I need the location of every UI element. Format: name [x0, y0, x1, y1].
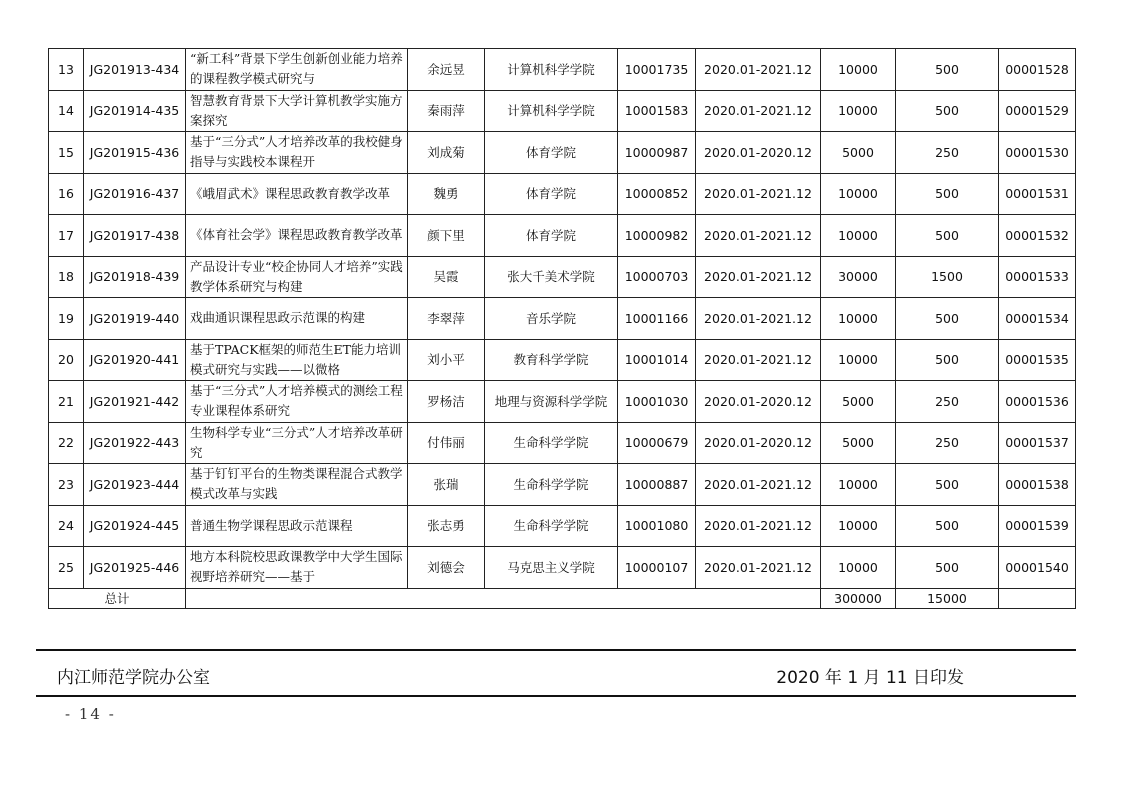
funding-amount: 5000 [821, 381, 896, 423]
project-title [186, 339, 408, 381]
table-row [49, 422, 1076, 464]
project-title-text: 生物科学专业“三分式”人才培养改革研究 [190, 424, 403, 460]
project-title [186, 547, 408, 589]
project-code: JG201917-438 [84, 215, 186, 257]
college-name: 生命科学学院 [485, 422, 618, 464]
project-title-text: 地方本科院校思政课教学中大学生国际视野培养研究——基于 [190, 549, 403, 585]
project-period: 2020.01-2020.12 [696, 422, 821, 464]
staff-id: 10001080 [618, 505, 696, 547]
college-name: 生命科学学院 [485, 505, 618, 547]
project-period: 2020.01-2021.12 [696, 505, 821, 547]
project-code: JG201918-439 [84, 256, 186, 298]
project-leader: 刘成菊 [408, 132, 485, 174]
project-title [186, 173, 408, 215]
project-title [186, 49, 408, 91]
table-row [49, 90, 1076, 132]
funding-amount: 10000 [821, 464, 896, 506]
project-period: 2020.01-2021.12 [696, 339, 821, 381]
staff-id: 10001014 [618, 339, 696, 381]
college-name: 体育学院 [485, 132, 618, 174]
project-leader: 秦雨萍 [408, 90, 485, 132]
serial-number: 00001530 [999, 132, 1076, 174]
project-period: 2020.01-2021.12 [696, 256, 821, 298]
project-code: JG201916-437 [84, 173, 186, 215]
project-period: 2020.01-2020.12 [696, 132, 821, 174]
project-code: JG201919-440 [84, 298, 186, 340]
project-title-text: 《体育社会学》课程思政教育教学改革 [190, 227, 403, 243]
management-fee: 500 [896, 49, 999, 91]
staff-id: 10000852 [618, 173, 696, 215]
project-leader: 李翠萍 [408, 298, 485, 340]
project-leader: 刘德会 [408, 547, 485, 589]
project-title [186, 256, 408, 298]
project-leader: 付伟丽 [408, 422, 485, 464]
serial-number: 00001540 [999, 547, 1076, 589]
project-leader: 张志勇 [408, 505, 485, 547]
project-title-text: “新工科”背景下学生创新创业能力培养的课程教学模式研究与 [190, 51, 403, 87]
staff-id: 10000987 [618, 132, 696, 174]
funding-amount: 10000 [821, 298, 896, 340]
table-row [49, 505, 1076, 547]
project-title [186, 132, 408, 174]
project-title-text: 产品设计专业“校企协同人才培养”实践教学体系研究与构建 [190, 258, 403, 294]
project-title-text: 基于“三分式”人才培养改革的我校健身指导与实践校本课程开 [190, 134, 403, 170]
college-name: 体育学院 [485, 215, 618, 257]
serial-number: 00001537 [999, 422, 1076, 464]
college-name: 张大千美术学院 [485, 256, 618, 298]
college-name: 计算机科学学院 [485, 49, 618, 91]
staff-id: 10000679 [618, 422, 696, 464]
serial-number: 00001533 [999, 256, 1076, 298]
table-row [49, 256, 1076, 298]
issue-date: 2020 年 1 月 11 日印发 [776, 668, 964, 688]
project-code: JG201921-442 [84, 381, 186, 423]
project-period: 2020.01-2021.12 [696, 215, 821, 257]
staff-id: 10001166 [618, 298, 696, 340]
college-name: 计算机科学学院 [485, 90, 618, 132]
row-number: 14 [49, 90, 84, 132]
project-title-text: 基于钉钉平台的生物类课程混合式教学模式改革与实践 [190, 466, 403, 502]
project-title-text: 戏曲通识课程思政示范课的构建 [190, 310, 366, 326]
college-name: 马克思主义学院 [485, 547, 618, 589]
row-number: 17 [49, 215, 84, 257]
college-name: 体育学院 [485, 173, 618, 215]
project-period: 2020.01-2021.12 [696, 90, 821, 132]
management-fee: 500 [896, 298, 999, 340]
row-number: 19 [49, 298, 84, 340]
total-label: 总计 [49, 588, 186, 608]
table-row [49, 464, 1076, 506]
table-body [49, 49, 1076, 609]
staff-id: 10001030 [618, 381, 696, 423]
total-blank-cell [999, 588, 1076, 608]
page-number: - 14 - [65, 705, 116, 723]
table-row [49, 173, 1076, 215]
staff-id: 10001583 [618, 90, 696, 132]
college-name: 音乐学院 [485, 298, 618, 340]
project-code: JG201924-445 [84, 505, 186, 547]
project-code: JG201923-444 [84, 464, 186, 506]
project-title [186, 90, 408, 132]
total-fee: 15000 [896, 588, 999, 608]
staff-id: 10001735 [618, 49, 696, 91]
management-fee: 500 [896, 90, 999, 132]
project-period: 2020.01-2020.12 [696, 381, 821, 423]
project-title-text: 基于TPACK框架的师范生ET能力培训模式研究与实践——以微格 [190, 341, 401, 377]
project-leader: 张瑞 [408, 464, 485, 506]
project-leader: 刘小平 [408, 339, 485, 381]
college-name: 教育科学学院 [485, 339, 618, 381]
staff-id: 10000107 [618, 547, 696, 589]
funding-amount: 10000 [821, 215, 896, 257]
management-fee: 500 [896, 215, 999, 257]
management-fee: 500 [896, 173, 999, 215]
serial-number: 00001528 [999, 49, 1076, 91]
project-code: JG201922-443 [84, 422, 186, 464]
funding-amount: 10000 [821, 49, 896, 91]
funding-amount: 10000 [821, 173, 896, 215]
project-period: 2020.01-2021.12 [696, 173, 821, 215]
project-code: JG201913-434 [84, 49, 186, 91]
college-name: 地理与资源科学学院 [485, 381, 618, 423]
serial-number: 00001531 [999, 173, 1076, 215]
project-leader: 余远昱 [408, 49, 485, 91]
project-period: 2020.01-2021.12 [696, 298, 821, 340]
funding-amount: 10000 [821, 505, 896, 547]
total-blank-cell [186, 588, 821, 608]
funding-amount: 10000 [821, 90, 896, 132]
footer-bottom-rule [36, 695, 1076, 697]
staff-id: 10000703 [618, 256, 696, 298]
management-fee: 250 [896, 422, 999, 464]
project-title [186, 298, 408, 340]
management-fee: 500 [896, 505, 999, 547]
table-row [49, 339, 1076, 381]
project-title [186, 422, 408, 464]
serial-number: 00001538 [999, 464, 1076, 506]
funding-amount: 10000 [821, 547, 896, 589]
project-leader: 吴霞 [408, 256, 485, 298]
project-period: 2020.01-2021.12 [696, 464, 821, 506]
staff-id: 10000887 [618, 464, 696, 506]
management-fee: 500 [896, 339, 999, 381]
management-fee: 250 [896, 132, 999, 174]
funding-amount: 30000 [821, 256, 896, 298]
project-leader: 魏勇 [408, 173, 485, 215]
serial-number: 00001532 [999, 215, 1076, 257]
project-code: JG201925-446 [84, 547, 186, 589]
row-number: 16 [49, 173, 84, 215]
serial-number: 00001539 [999, 505, 1076, 547]
issuer-name: 内江师范学院办公室 [57, 668, 210, 688]
management-fee: 500 [896, 464, 999, 506]
row-number: 18 [49, 256, 84, 298]
row-number: 25 [49, 547, 84, 589]
serial-number: 00001535 [999, 339, 1076, 381]
project-period: 2020.01-2021.12 [696, 49, 821, 91]
project-code: JG201914-435 [84, 90, 186, 132]
management-fee: 1500 [896, 256, 999, 298]
row-number: 24 [49, 505, 84, 547]
project-title-text: 智慧教育背景下大学计算机教学实施方案探究 [190, 92, 403, 128]
project-leader: 罗杨洁 [408, 381, 485, 423]
table-row [49, 547, 1076, 589]
row-number: 21 [49, 381, 84, 423]
serial-number: 00001534 [999, 298, 1076, 340]
table-row [49, 132, 1076, 174]
management-fee: 500 [896, 547, 999, 589]
row-number: 20 [49, 339, 84, 381]
project-code: JG201920-441 [84, 339, 186, 381]
total-row [49, 588, 1076, 608]
total-amount: 300000 [821, 588, 896, 608]
project-title [186, 505, 408, 547]
funding-amount: 10000 [821, 339, 896, 381]
project-title-text: 基于“三分式”人才培养模式的测绘工程专业课程体系研究 [190, 383, 403, 419]
funding-amount: 5000 [821, 132, 896, 174]
project-period: 2020.01-2021.12 [696, 547, 821, 589]
project-leader: 颜下里 [408, 215, 485, 257]
table-row [49, 215, 1076, 257]
project-title [186, 215, 408, 257]
table-row [49, 49, 1076, 91]
project-title [186, 464, 408, 506]
staff-id: 10000982 [618, 215, 696, 257]
row-number: 15 [49, 132, 84, 174]
serial-number: 00001529 [999, 90, 1076, 132]
serial-number: 00001536 [999, 381, 1076, 423]
project-title-text: 普通生物学课程思政示范课程 [190, 517, 353, 533]
row-number: 22 [49, 422, 84, 464]
table-row [49, 381, 1076, 423]
row-number: 23 [49, 464, 84, 506]
management-fee: 250 [896, 381, 999, 423]
project-code: JG201915-436 [84, 132, 186, 174]
table-row [49, 298, 1076, 340]
project-title-text: 《峨眉武术》课程思政教育教学改革 [190, 185, 391, 201]
project-title [186, 381, 408, 423]
footer-top-rule [36, 649, 1076, 651]
funding-amount: 5000 [821, 422, 896, 464]
project-table [48, 48, 1076, 609]
college-name: 生命科学学院 [485, 464, 618, 506]
row-number: 13 [49, 49, 84, 91]
